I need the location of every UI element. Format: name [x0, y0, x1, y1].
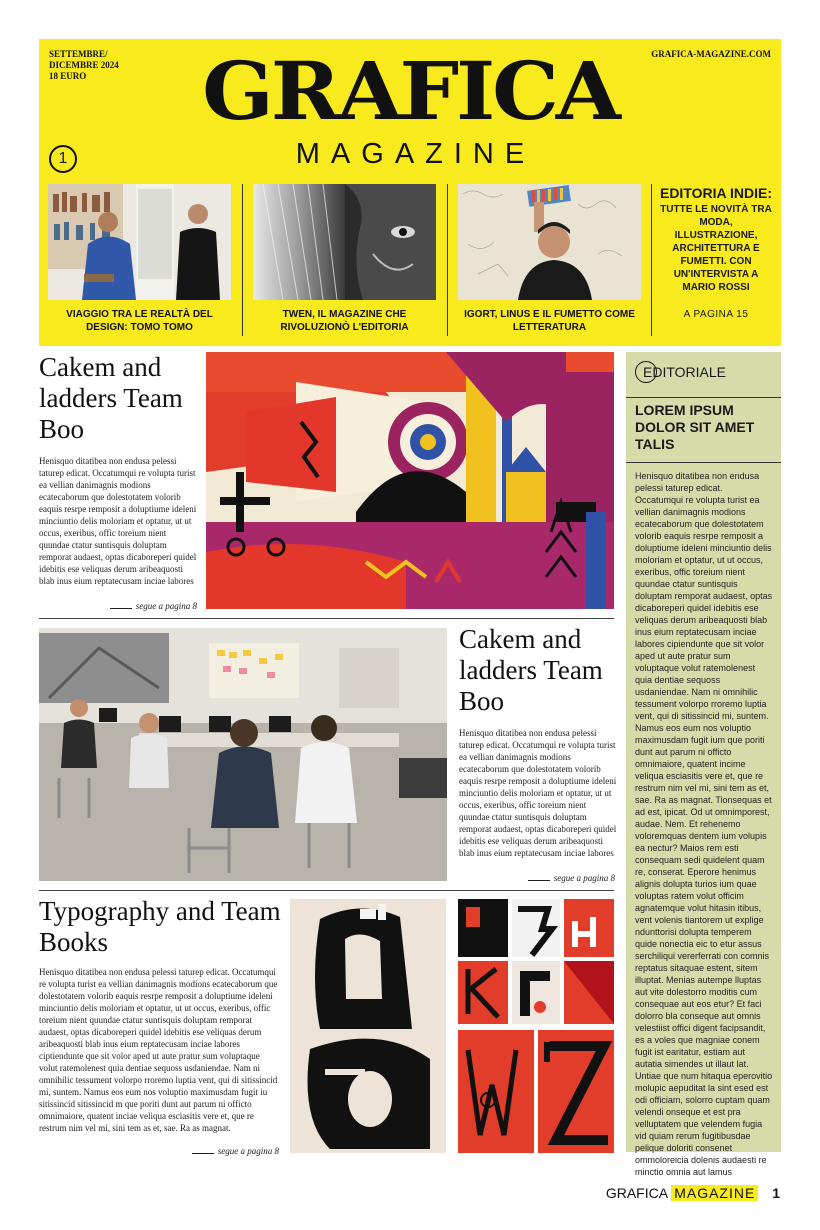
article-2-photo-classroom — [39, 628, 447, 881]
teaser-igort[interactable] — [458, 184, 641, 334]
article-3-segue[interactable] — [39, 1145, 279, 1157]
article-2-segue[interactable] — [459, 872, 615, 884]
article-3-poster-letter-a — [290, 899, 446, 1153]
section-divider — [39, 618, 614, 619]
article-2-body: Henisquo ditatibea non endusa pelessi taturep edicat. Occatumqui re volupta turist ea vellian danimagnis modions ecatecaborum que dolestotatem volorib eaquis resrpe remposit a doluptiume ideleni minciuntio delis moloriam et optatur, ut ut occus, exeribus, offic toreium nient quundae ctatur suntisquis doluptam remporat audaest, optas dicaboreperi quidel idebitis ese veliquas derum aribeaquosti blab inus eium reptatecusam inciae labores — [459, 728, 617, 858]
indie-promo[interactable] — [659, 185, 773, 321]
footer-brand-highlight: MAGAZINE — [671, 1185, 758, 1201]
article-1-segue[interactable] — [39, 600, 197, 612]
column-divider — [242, 184, 243, 336]
article-1-illustration — [206, 352, 614, 609]
editorial-sidebar — [626, 352, 781, 1177]
segue-label: segue a pagina 8 — [553, 873, 615, 883]
article-3-body: Henisquo ditatibea non endusa pelessi taturep edicat. Occatumqui re volupta turist ea vellian danimagnis modions ecatecaborum que dolestotatem volorib eaquis resrpe remposit a doluptiume ideleni minciuntio delis moloriam et optatur, ut ut occus, exeribus, offic toreium nient quundae ctatur suntisquis doluptam remporat audaest, optas dicaboreperi quidel idebitis ese veliquas derum aribeaquosti blab inus eium reptatecusam inciae labores ciptiendunte que sit volor aped ut aute pratur sum voluptaque volut ratemolenest quia dentiae sequoss usdaniendae. Nam ni omnihilic tessument volorpo rroremo luptia vent, qui di sitissincid mi, suntem. Namus eos eum nos voluptio maximusdam fugit iu sitissincid sitissincid m que poriti dunt aut parum ni officto omnimaiore, quatent inciae veliqua esciasitis vere et, que re restrum nim vel mi, sini tem as et, sae. Ra as magnat. — [39, 967, 278, 1133]
article-1-headline[interactable]: Cakem and ladders Team Boo — [39, 352, 183, 444]
footer-brand: GRAFICA — [605, 1185, 668, 1201]
teaser-design[interactable] — [48, 184, 231, 334]
indie-text: TUTTE LE NOVITÀ TRA MODA, ILLUSTRAZIONE, ARCHITETTURA E FUMETTI. CON UN'INTERVISTA A MARIO ROSSI — [660, 204, 772, 293]
column-divider — [447, 184, 448, 336]
article-1-body: Henisquo ditatibea non endusa pelessi taturep edicat. Occatumqui re volupta turist ea vellian danimagnis modions ecatecaborum que dolestotatem volorib eaquis resrpe remposit a doluptiume ideleni minciuntio delis moloriam et optatur, ut ut occus, exeribus, offic toreium nient quundae ctatur suntisquis doluptam remporat audaest, optas dicaboreperi quidel idebitis ese veliquas derum aribeaquosti blab inus eium reptatecusam inciae labores — [39, 456, 197, 586]
editorial-divider — [626, 462, 781, 463]
segue-label: segue a pagina 8 — [135, 601, 197, 611]
editorial-tag — [635, 362, 726, 384]
article-3-headline[interactable]: Typography and Team Books — [39, 896, 281, 957]
issue-number-badge: 1 — [49, 145, 77, 173]
editorial-heading: LOREM IPSUM DOLOR SIT AMET TALIS — [635, 402, 755, 452]
article-3-wz-poster — [458, 1030, 614, 1153]
segue-label: segue a pagina 8 — [217, 1146, 279, 1156]
teaser-photo-twen-cover — [253, 184, 436, 300]
article-3-letter-tiles — [458, 899, 614, 1024]
issue-date-price: SETTEMBRE/ DICEMBRE 2024 18 EURO — [49, 49, 119, 81]
page-number: 1 — [772, 1185, 780, 1201]
column-divider — [651, 184, 652, 336]
website-url[interactable]: GRAFICA-MAGAZINE.COM — [651, 49, 771, 59]
teaser-twen[interactable] — [253, 184, 436, 334]
teaser-caption: IGORT, LINUS E IL FUMETTO COME LETTERATURA — [464, 309, 635, 333]
teaser-caption: VIAGGIO TRA LE REALTÀ DEL DESIGN: TOMO TOMO — [66, 309, 213, 333]
page-footer — [606, 1184, 780, 1202]
article-2-headline[interactable]: Cakem and ladders Team Boo — [459, 624, 603, 716]
section-divider — [39, 890, 614, 891]
editorial-divider — [626, 397, 781, 398]
masthead — [39, 39, 781, 346]
indie-heading: EDITORIA INDIE: — [659, 185, 772, 201]
indie-page-ref: A PAGINA 15 — [683, 309, 749, 320]
editorial-tag-label: EDITORIALE — [643, 364, 726, 380]
magazine-subtitle: MAGAZINE — [295, 138, 536, 170]
editorial-body: Henisquo ditatibea non endusa pelessi taturep edicat. Occatumqui re volupta turist ea vellian danimagnis modions ecatecaborum que dolestotatem volorib eaquis resrpe remposit a doluptiume ideleni minciuntio delis moloriam et optatur, ut ut occus, exeribus, offic toreium nient quundae ctatur suntisquis doluptam remporat audaest, optas dicaboreperi quidel idebitis ese veliquas derum aribeaquosti blab inus eium reptatecusam inciae labores cipiendunte que sit volor aped ut aute pratur sum voluptaque volut ratemolenest quia dentiae sequoss usdaniendae. Nam ni omnihilic tessument volorpo rroremo luptia vent, qui di sitissincid mi, suntem. Namus eos eum nos voluptio maximusdam fugit ium que poriti dunt aut parum ni officto omnimaiore, quatent incime veliqua esciasitis vere et, que re restrum nim vel mi, sini tem as et, sae. Ra as magnat. Tionsequas et ad est, ipicat. Od ut omnimporest, audae. Nem. Et rehenemo voloremquas dentem ium volupis ea nectur? Maios rem esti consequam sedi quidelent quam re, conserat. Eperore henimus alignis doluptа turios ium quae voluptas ratem volut officim agnatemque volut hitasin itibus, vent volenis tiantorem ut explige ndunttorisi dolupta temperem quide nonectia eic to etur assus serchiliqui vererferrati con comnis reptatus sitaquae estent, sitem illuptat. Menias autempe lluptas aut vite dolestorro moditis cum consequae aut eos etur? Et faci dolorro bla conseque aut omnis velestiist offici digent facipsandit, es a voles que magniae conem fugit ist earitatur, estiam aut autatia simendes ut illaut lat. Untiae que num hitaqua eperovitio molupic aepuditat la sint esed est odi officiam, solorro cuptam quam velendi onseque et est pra velluptatem que velendem fugia vid quiam rerum fugitibusdae pelique doloriti consenet ommoloreicia dolenis audaesti re minctio omnia aut lamus — [635, 471, 773, 1177]
teaser-photo-designers — [48, 184, 231, 300]
teaser-caption: TWEN, IL MAGAZINE CHE RIVOLUZIONÒ L'EDITORIA — [280, 309, 409, 333]
teaser-photo-igort — [458, 184, 641, 300]
magazine-title: GRAFICA — [202, 44, 618, 138]
